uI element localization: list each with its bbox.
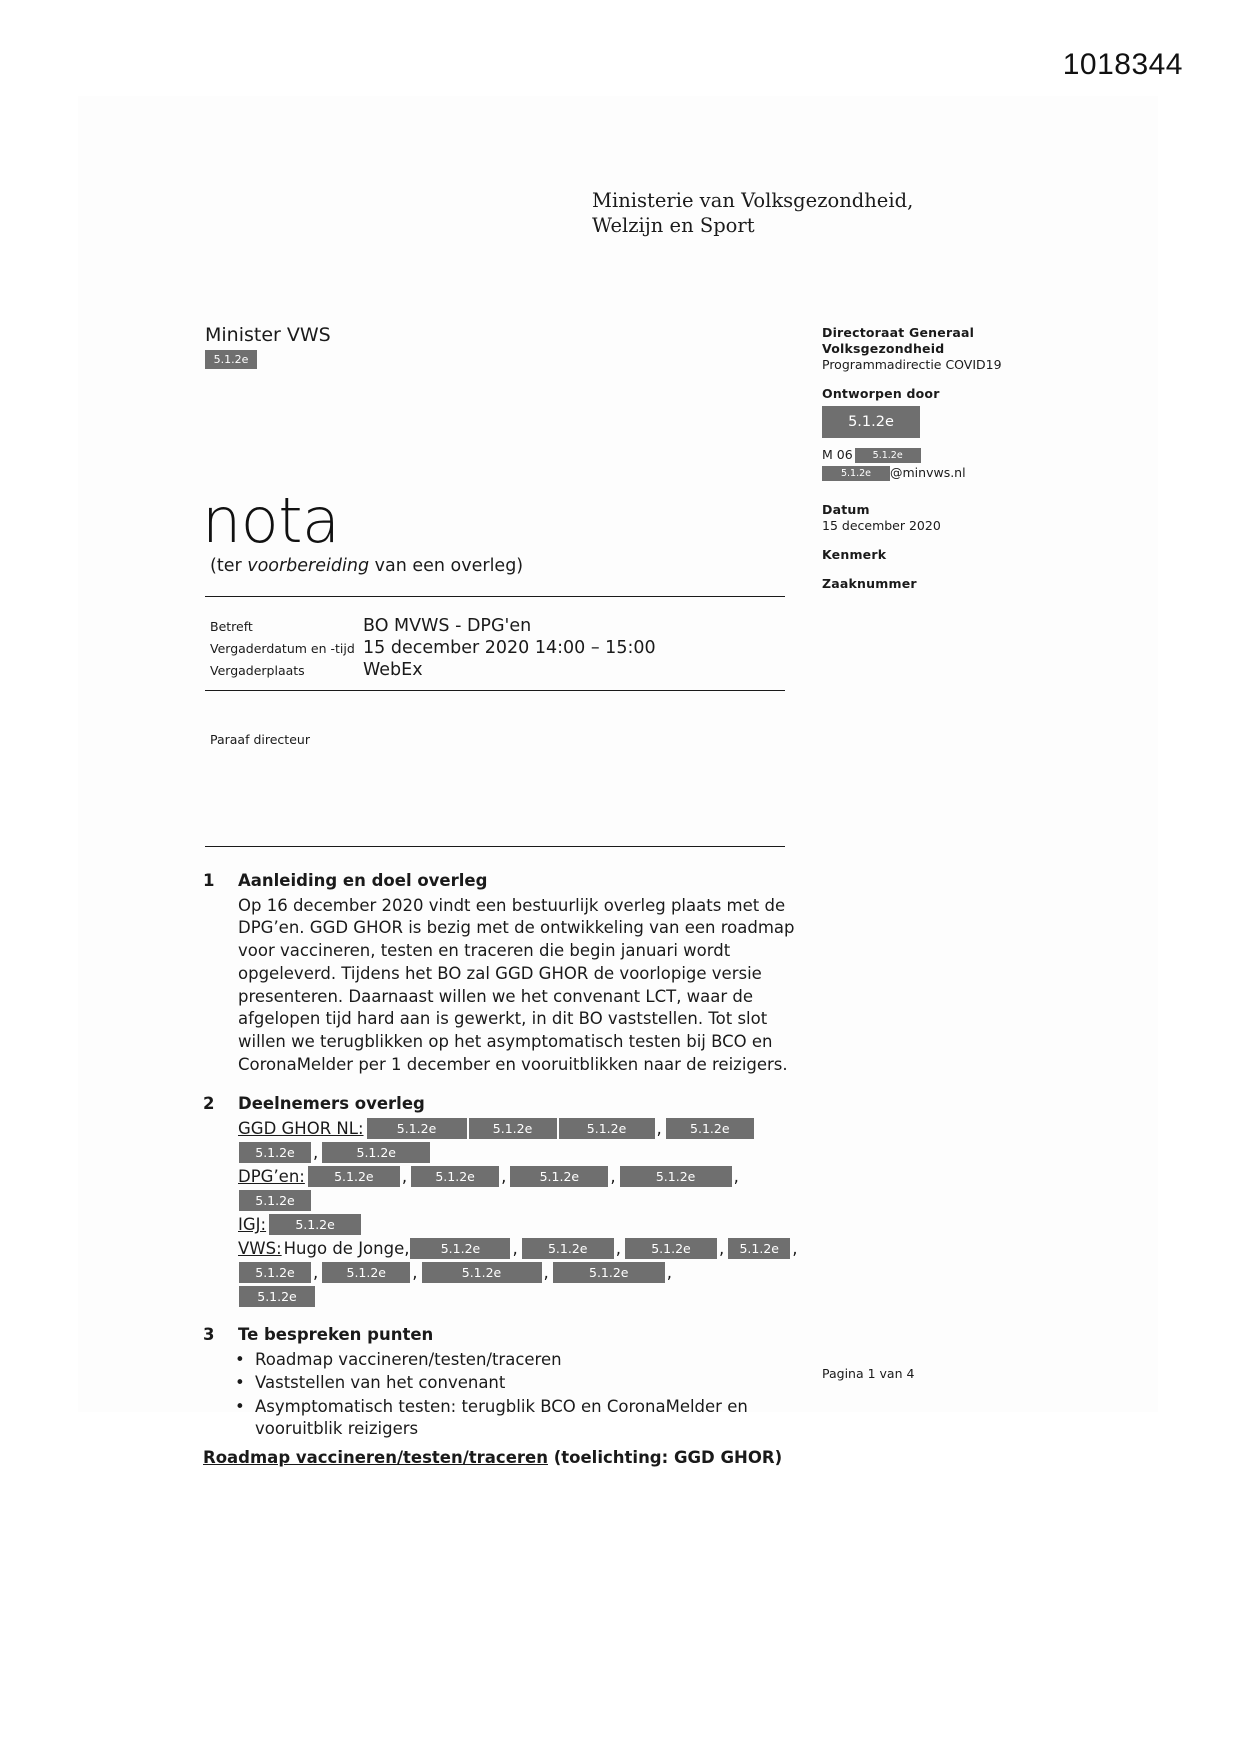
- meta-org-line-1: Directoraat Generaal: [822, 325, 975, 340]
- page-subtitle: [210, 556, 523, 576]
- separator: ,: [610, 1167, 616, 1187]
- participant-name: Hugo de Jonge,: [283, 1239, 410, 1259]
- participant-group-label: IGJ:: [238, 1215, 267, 1235]
- participant-row: [238, 1237, 803, 1260]
- betreft-value: WebEx: [363, 660, 423, 680]
- separator: ,: [718, 1239, 725, 1259]
- meta-zaaknummer-label: Zaaknummer: [822, 576, 917, 591]
- divider-top: [205, 596, 785, 597]
- participant-group-label: VWS:: [238, 1239, 282, 1259]
- document-body: [203, 870, 803, 1485]
- separator: ,: [313, 1263, 319, 1283]
- redaction-bar: 5.1.2e: [239, 1286, 315, 1307]
- roadmap-heading-underlined: Roadmap vaccineren/testen/traceren: [203, 1447, 548, 1467]
- redaction-bar: 5.1.2e: [625, 1238, 717, 1259]
- section-title: Deelnemers overleg: [238, 1093, 425, 1113]
- section-paragraph: Op 16 december 2020 vindt een bestuurlijk overleg plaats met de DPG’en. GGD GHOR is bezig met de ontwikkeling van een roadmap voor vaccineren, testen en traceren die begin januari wordt opgeleverd. Tijdens het BO zal GGD GHOR de voorlopige versie presenteren. Daarnaast willen we het convenant LCT, waar de afgelopen tijd hard aan is gewerkt, in dit BO vaststellen. Tot slot willen we terugblikken op het asymptomatisch testen bij BCO en CoronaMelder per 1 december en vooruitblikken naar de reizigers.: [238, 895, 795, 1075]
- section-heading: [203, 1093, 803, 1116]
- list-item: • Roadmap vaccineren/testen/traceren: [255, 1349, 803, 1372]
- meta-kenmerk-label: Kenmerk: [822, 547, 887, 562]
- redaction-bar: 5.1.2e: [522, 1238, 614, 1259]
- subtitle-pre: (ter: [210, 556, 248, 576]
- separator: ,: [666, 1263, 672, 1283]
- redaction-bar: 5.1.2e: [239, 1142, 311, 1163]
- meta-email-redaction: 5.1.2e: [822, 466, 890, 481]
- meta-phone-prefix: M 06: [822, 447, 853, 462]
- redaction-bar: 5.1.2e: [410, 1238, 510, 1259]
- betreft-label: Vergaderdatum en -tijd: [210, 641, 355, 656]
- participant-row: [238, 1213, 803, 1236]
- section-title: Te bespreken punten: [238, 1325, 434, 1345]
- addressee-label: Minister VWS: [205, 324, 331, 346]
- separator: ,: [412, 1263, 418, 1283]
- redaction-bar: 5.1.2e: [239, 1262, 311, 1283]
- separator: ,: [401, 1167, 408, 1187]
- document-number: 1018344: [1062, 48, 1183, 81]
- section-number: 2: [203, 1093, 215, 1113]
- discussion-points-list: [203, 1349, 803, 1441]
- section-number: 3: [203, 1325, 215, 1345]
- ministry-header: [592, 188, 913, 238]
- section-heading: [203, 1324, 803, 1347]
- redaction-bar: 5.1.2e: [728, 1238, 790, 1259]
- redaction-bar: 5.1.2e: [322, 1142, 430, 1163]
- ministry-line-2: Welzijn en Sport: [592, 214, 755, 237]
- participant-row: [238, 1261, 803, 1284]
- divider-middle: [205, 690, 785, 691]
- participant-row: [238, 1189, 803, 1212]
- meta-phone-redaction: 5.1.2e: [855, 448, 921, 463]
- separator: ,: [656, 1119, 662, 1139]
- separator: ,: [313, 1143, 319, 1163]
- meta-designed-by-redaction: 5.1.2e: [822, 406, 920, 438]
- redaction-bar: 5.1.2e: [620, 1166, 732, 1187]
- participant-row: [238, 1165, 803, 1188]
- separator: ,: [615, 1239, 621, 1259]
- redaction-bar: 5.1.2e: [411, 1166, 499, 1187]
- betreft-value: BO MVWS - DPG'en: [363, 616, 532, 636]
- section-title: Aanleiding en doel overleg: [238, 871, 488, 890]
- meta-org-line-3: Programmadirectie COVID19: [822, 357, 1002, 372]
- separator: ,: [792, 1239, 798, 1259]
- redaction-bar: 5.1.2e: [269, 1214, 361, 1235]
- participant-group-label: GGD GHOR NL:: [238, 1119, 364, 1139]
- betreft-row: [210, 660, 790, 680]
- redaction-bar: 5.1.2e: [239, 1190, 311, 1211]
- ministry-line-1: Ministerie van Volksgezondheid,: [592, 189, 914, 212]
- participants-list: [238, 1117, 803, 1308]
- separator: ,: [543, 1263, 549, 1283]
- meta-column: [822, 325, 1072, 592]
- roadmap-heading: [203, 1447, 803, 1470]
- redaction-bar: 5.1.2e: [666, 1118, 754, 1139]
- meta-phone-row: [822, 446, 1072, 464]
- betreft-row: [210, 616, 790, 636]
- divider-bottom: [205, 846, 785, 847]
- paraaf-label: Paraaf directeur: [210, 732, 310, 747]
- betreft-row: [210, 638, 790, 658]
- list-item: • Asymptomatisch testen: terugblik BCO en CoronaMelder en vooruitblik reizigers: [255, 1396, 803, 1441]
- participant-row: [238, 1141, 803, 1164]
- meta-email-row: [822, 464, 1072, 482]
- redaction-bar: 5.1.2e: [559, 1118, 655, 1139]
- section-aanleiding: [203, 870, 803, 1077]
- addressee-redaction: 5.1.2e: [205, 350, 257, 369]
- redaction-bar: 5.1.2e: [367, 1118, 467, 1139]
- meta-email-domain: @minvws.nl: [890, 465, 966, 480]
- participant-row: [238, 1117, 803, 1140]
- meta-date-value: 15 december 2020: [822, 518, 941, 533]
- separator: ,: [512, 1239, 518, 1259]
- separator: ,: [501, 1167, 507, 1187]
- subtitle-post: van een overleg): [369, 556, 524, 576]
- betreft-label: Betreft: [210, 619, 253, 634]
- participant-row: [238, 1285, 803, 1308]
- page-footer: Pagina 1 van 4: [822, 1366, 915, 1381]
- section-heading: [203, 870, 803, 893]
- redaction-bar: 5.1.2e: [322, 1262, 410, 1283]
- betreft-value: 15 december 2020 14:00 – 15:00: [363, 638, 656, 658]
- redaction-bar: 5.1.2e: [553, 1262, 665, 1283]
- subtitle-italic: voorbereiding: [247, 556, 370, 576]
- meta-date-label: Datum: [822, 502, 870, 517]
- separator: ,: [733, 1167, 739, 1187]
- page-title: nota: [202, 484, 340, 557]
- betreft-label: Vergaderplaats: [210, 663, 305, 678]
- redaction-bar: 5.1.2e: [469, 1118, 557, 1139]
- meta-designed-by-label: Ontworpen door: [822, 386, 940, 401]
- section-deelnemers: [203, 1093, 803, 1309]
- redaction-bar: 5.1.2e: [422, 1262, 542, 1283]
- addressee-block: [205, 324, 331, 369]
- redaction-bar: 5.1.2e: [510, 1166, 608, 1187]
- section-number: 1: [203, 871, 215, 890]
- betreft-table: [210, 616, 790, 682]
- roadmap-heading-rest: (toelichting: GGD GHOR): [547, 1447, 783, 1467]
- list-item: • Vaststellen van het convenant: [255, 1372, 803, 1395]
- participant-group-label: DPG’en:: [238, 1167, 305, 1187]
- section-bespreekpunten: [203, 1324, 803, 1469]
- meta-org-line-2: Volksgezondheid: [822, 341, 945, 356]
- redaction-bar: 5.1.2e: [308, 1166, 400, 1187]
